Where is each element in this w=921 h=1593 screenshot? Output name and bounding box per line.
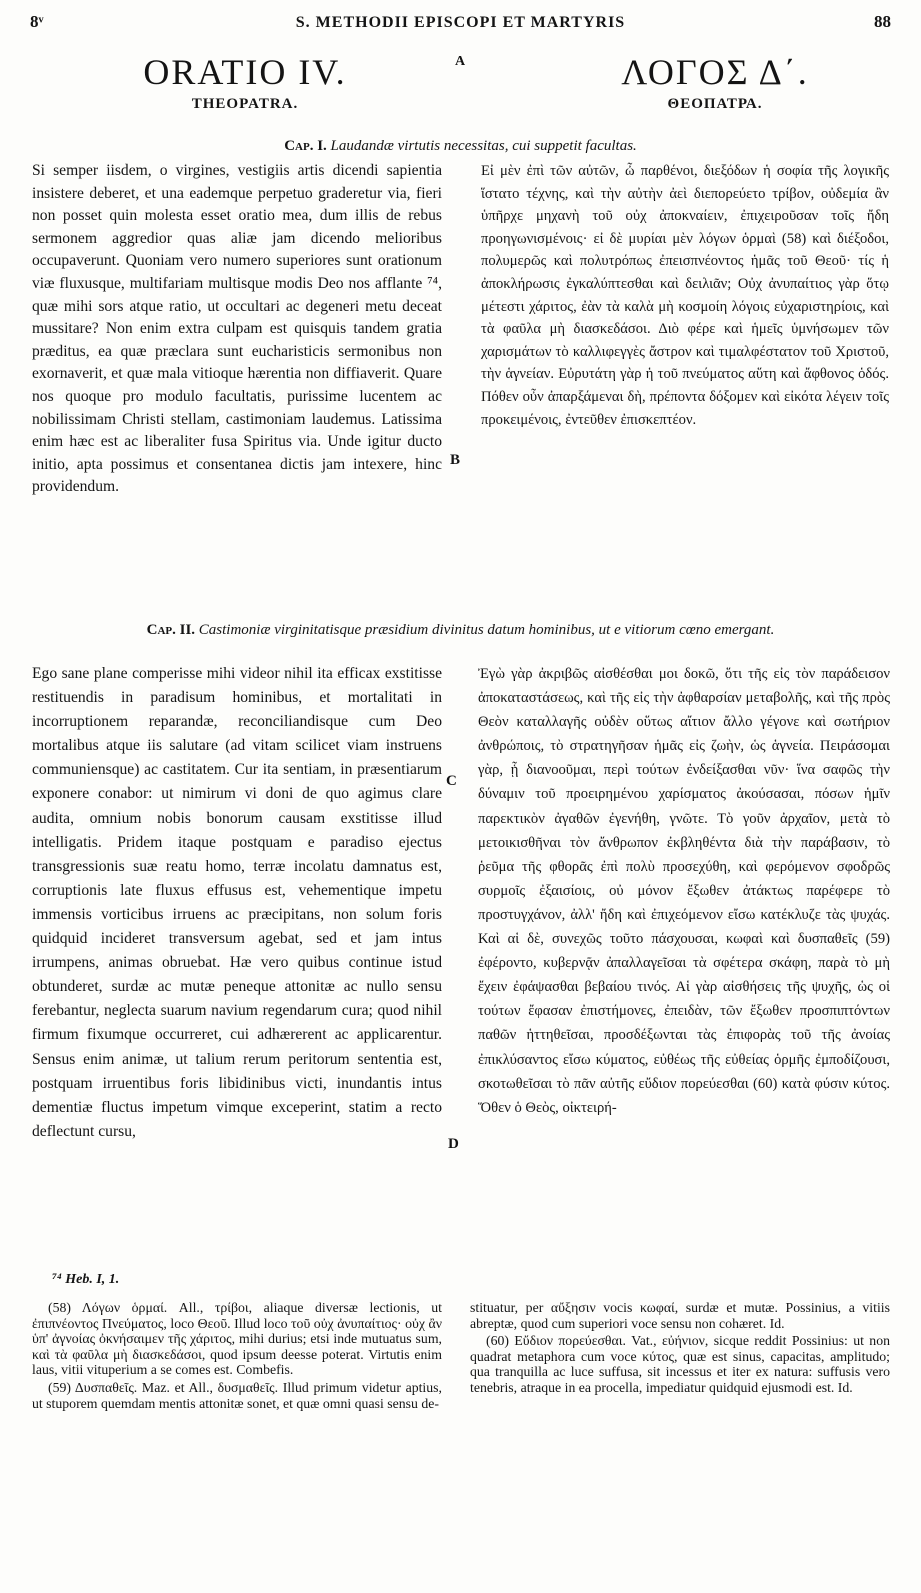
- footnotes-left: [32, 1300, 442, 1413]
- chapter-summary: Castimoniæ virginitatisque præsidium divinitus datum hominibus, ut e vitiorum cœno emergant.: [198, 622, 775, 638]
- footnotes-right: [470, 1300, 890, 1398]
- footnote-59: (59) Δυσπαθεῖς. Maz. et All., δυσμαθεῖς. Illud primum videtur aptius, ut stuporem quemdam mentis attonitæ sonet, et quæ omni quasi sensu de-: [32, 1379, 442, 1411]
- footnote-60: (60) Εὔδιον πορεύεσθαι. Vat., εὐήνιον, sicque reddit Possinius: ut non quadrat metaphora cum voce κύτος, quæ est sinus, capacitas, amplitudo; qua tranquilla ac luce suffusa, sit incessus et iter ex natura: suffusis vero tenebris, atraque in ea procella, impediatur quidquid ejusmodi est. Id.: [470, 1333, 890, 1395]
- chapter-label: Cap. II.: [146, 622, 196, 638]
- greek-subtitle: ΘΕΟΠΑΤΡΑ.: [667, 96, 763, 112]
- margin-letter-d: D: [448, 1136, 459, 1152]
- greek-title-block: [550, 52, 880, 113]
- latin-text-chapter-1: Si semper iisdem, o virgines, vestigiis artis dicendi sapientia insistere deberet, et una eademque perpetuo graderetur via, fieri non posset quin molesta esset oratio mea, dum illis de rebus sermonem aggredior quas aliæ jam dicendo melioribus occupaverunt. Quoniam vero numero superiores sunt orationum viæ fluxusque, multifariam multisque modis Deo nos afflante ⁷⁴, quæ mihi sors atque ratio, ut occultari ac degeneri metu deceat mussitare? Non enim extra culpam est quisquis tandem gratia præditus, ea quæ præclara sunt eucharisticis sermonibus non exornaverit, et quæ mala vitioque hærentia non diffiaverit. Quare nos quoque pro modulo facultatis, purissime lucentem ac nobilissimam Christi stellam, castimoniam laudemus. Latissima enim hæc est ac liberaliter fusa Spiritus via. Unde igitur ducto initio, apta possimus et consentanea dictis jam intexere, hinc providendum.: [32, 162, 442, 496]
- page-header: [30, 12, 891, 38]
- chapter-heading-1: [20, 138, 901, 155]
- scripture-footnote: ⁷⁴ Heb. I, 1.: [52, 1272, 120, 1287]
- page-number-left: 8ᵛ: [30, 12, 44, 31]
- greek-text-chapter-2: Ἐγὼ γὰρ ἀκριβῶς αἰσθέσθαι μοι δοκῶ, ὅτι τῆς εἰς τὸν παράδεισον ἀποκαταστάσεως, καὶ τῆς εἰς τὴν ἀφθαρσίαν μεταβολῆς, καὶ τῆς πρὸς Θεὸν καταλλαγῆς οὐδὲν οὕτως αἴτιον ἄλλο γέγονε καὶ σωτήριον ἀνθρώποις, τὸ στρατηγῆσαν ἡμᾶς εἰς ζωὴν, ὡς ἁγνεία. Πειράσομαι γὰρ, ᾗ διανοοῦμαι, περὶ τούτων ἐνδείξασθαι νῦν· ἵνα σαφῶς τὴν δύναμιν τοῦ προειρημένου χαρίσματος ἀκούσασαι, πόσων ἡμῖν παρεκτικὸν ἀγαθῶν ἐγενήθη, γνῶτε. Τὸ γοῦν ἀρχαῖον, μετὰ τὸ μετοικισθῆναι τὸν ἄνθρωπον ἐκβληθέντα διὰ τὴν παράβασιν, τὸ ῥεῦμα τῆς φθορᾶς ἐπὶ πολὺ προσεχύθη, καὶ φερόμενον σφοδρῶς συρμοῖς ἐξαισίοις, οὐ μόνον ἔξωθεν ἀτάκτως παρέφερε τὸ προστυγχάνον, ἀλλ' ἤδη καὶ ἐπιχεόμενον εἴσω κατέκλυζε τὰς ψυχάς. Καὶ αἱ δὲ, συνεχῶς τοῦτο πάσχουσαι, κωφαὶ καὶ δυσπαθεῖς (59) ἐφέροντο, κυβερνᾷν ἀπαλλαγεῖσαι τὰ σφέτερα σκάφη, παρὰ τὸ μὴ ἔχειν ἐφάψασθαι βεβαίου τινός. Αἱ γὰρ αἰσθήσεις τῆς ψυχῆς, ὡς οἱ τούτων ἔφασαν ἐπιστήμονες, ἐπειδὰν, τῶν ἔξωθεν προσπιπτόντων παθῶν ἡττηθεῖσαι, προσδέξωνται τὰς ἐπιφορὰς τοῦ τῆς ἀνοίας ἐπικλύσαντος εἴσω κύματος, εὐθέως τῆς εὐθείας ὁρμῆς ἐμποδίζουσι, σκοτωθεῖσαι τὸ πᾶν αὐτῆς εὔδιον πορεύεσθαι (60) κατὰ φύσιν κύτος. Ὅθεν ὁ Θεὸς, οἰκτειρή-: [478, 666, 890, 1116]
- page-number-right: 88: [874, 12, 891, 31]
- column-mark-a-wrap: [360, 52, 560, 92]
- latin-title: ORATIO IV.: [143, 52, 347, 92]
- chapter-label: Cap. I.: [284, 138, 327, 154]
- greek-text-chapter-1: Εἰ μὲν ἐπὶ τῶν αὐτῶν, ὦ παρθένοι, διεξόδων ἡ σοφία τῆς λογικῆς ἵστατο τέχνης, καὶ τὴν αὐτὴν ἀεὶ διεπορεύετο τρίβον, οὐδεμία ἂν ὑπῆρχε μηχανὴ τοῦ οὐχ ἀποκναίειν, ἐπιχειροῦσαν τοῖς ἤδη προηγωνισμένοις· εἰ δὲ μυρίαι μὲν λόγων ὁρμαὶ (58) καὶ διέξοδοι, πολυμερῶς καὶ πολυτρόπως ἐπεισπνέοντος ἡμᾶς τοῦ Θεοῦ· τίς ἡ ἀποκλήρωσις ἐγκαλύπτεσθαι καὶ δειλιᾶν; Οὐχ ἀνυπαίτιος γὰρ ὅτῳ μέτεστι χάριτος, ἐὰν τὰ καλὰ μὴ κοσμοίη λόγοις εὐχαριστηρίοις, καὶ τὰ φαῦλα μὴ διασκεδάσοι. Διὸ φέρε καὶ ἡμεῖς ὑμνήσωμεν τῶν χαρισμάτων τὸ καλλιφεγγὲς ἄστρον καὶ τιμαλφέστατον τοῦ Χριστοῦ, τὴν ἁγνείαν. Εὐρυτάτη γὰρ ἡ τοῦ πνεύματος αὕτη καὶ ἄφθονος ὁδός. Πόθεν οὖν ἀπαρξάμεναι δὴ, πρέποντα δόξομεν καὶ εἰκότα λέγειν τοῖς προκειμένοις, ἐντεῦθεν ἐπισκεπτέον.: [481, 163, 889, 428]
- greek-title: ΛΟΓΟΣ Δ΄.: [621, 52, 809, 92]
- chapter-heading-2: [20, 620, 901, 640]
- chapter-summary: Laudandæ virtutis necessitas, cui suppetit facultas.: [330, 138, 637, 154]
- latin-subtitle: THEOPATRA.: [191, 96, 299, 112]
- margin-letter-b: B: [450, 452, 461, 468]
- running-title: S. METHODII EPISCOPI ET MARTYRIS: [295, 14, 626, 31]
- latin-text-chapter-2: Ego sane plane comperisse mihi videor nihil ita efficax exstitisse restituendis in paradisum hominibus, et mortalitati in incorruptionem reparandæ, reconciliandisque cum Deo mortalibus atque iis salutare (ad vitam scilicet viam instruens communiensque) ac castitatem. Cur ita sentiam, in præsentiarum exponere conabor: ut nimirum vi doni de quo agimus clare audita, omnium nobis bonorum causam exstitisse illud intelligatis. Pridem itaque postquam e paradiso ejectus transgressionis suæ reatu homo, terræ incolatu damnatus est, corruptionis late fluxus effusus est, vehementique impetu immensis vorticibus irruens ac præcipitans, non solum foris quidquid incideret transversum agebat, sed et jam intus irrumpens, animas obruebat. Hæ vero quibus continue istud obtunderet, surdæ ac mutæ peneque attonitæ ac nullo sensu ferebantur, neglecta suarum navium regendarum cura; quod nihil firmum fixumque occurreret, cui adhærerent ac applicarentur. Sensus enim animæ, ut talium rerum peritorum sententia est, postquam irruentibus foris libidinibus victi, inundantis intus dementiæ fluctus impetum vimque exceperint, statim a recto deflectunt cursu,: [32, 665, 442, 1140]
- oration-titles: [30, 52, 891, 132]
- footnote-59-continued: stituatur, per αὔξησιν vocis κωφαί, surdæ et mutæ. Possinius, a vitiis abreptæ, quod cum superiori voce sensu non cohæret. Id.: [470, 1300, 890, 1331]
- margin-letter-c: C: [446, 773, 457, 789]
- column-mark-a: A: [454, 54, 466, 69]
- footnote-58: (58) Λόγων ὁρμαί. All., τρίβοι, aliaque diversæ lectionis, ut ἐπιπνέοντος Πνεύματος, loco Θεοῦ. Illud loco τοῦ οὐχ ἀνυπαίτιος· οὐχ ἂν ὑπ' ἀγνοίας ὀκνήσαιμεν τῆς χάριτος, mihi durius; etsi inde mutuatus sum, καὶ τὰ φαῦλα μὴ διασκεδάσοι, quod ipsum deesse poterat. Virtutis enim laus, vitii vituperium a se comes est. Combefis.: [32, 1300, 442, 1378]
